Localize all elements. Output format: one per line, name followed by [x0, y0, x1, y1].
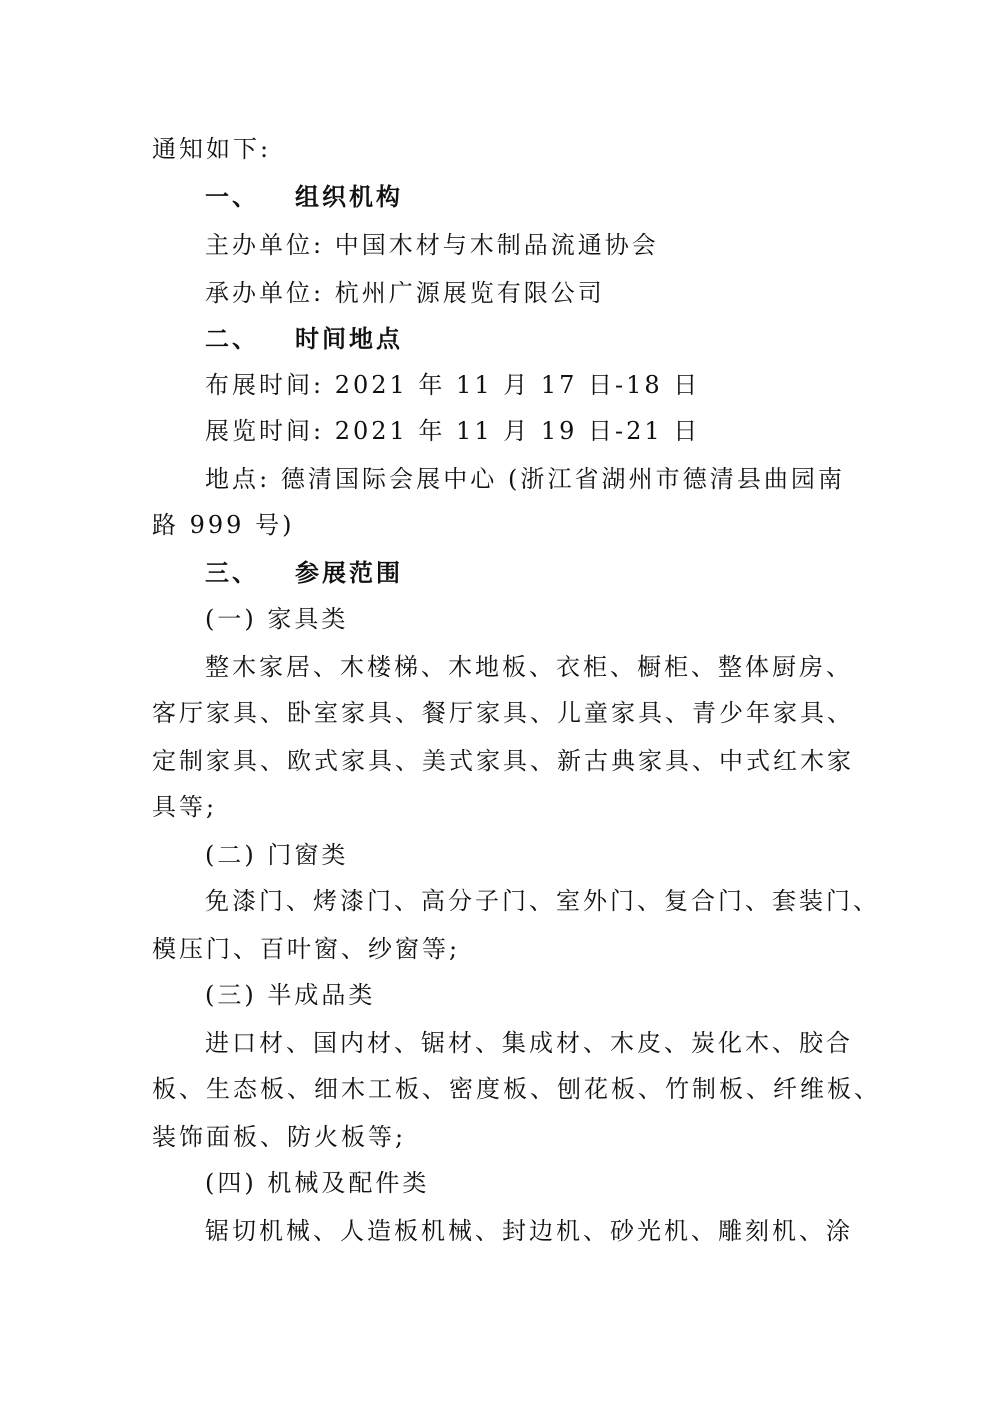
section-3-heading	[205, 556, 403, 590]
furniture-heading: (一) 家具类	[205, 605, 349, 633]
doors-line-2: 模压门、百叶窗、纱窗等;	[152, 935, 461, 963]
section-1-heading	[205, 180, 403, 214]
section-1-number: 一、	[205, 183, 259, 211]
section-3-number: 三、	[205, 559, 259, 587]
semi-line-2: 板、生态板、细木工板、密度板、刨花板、竹制板、纤维板、	[152, 1075, 881, 1103]
semi-line-3: 装饰面板、防火板等;	[152, 1123, 407, 1151]
furniture-line-1: 整木家居、木楼梯、木地板、衣柜、橱柜、整体厨房、	[205, 653, 853, 681]
furniture-line-4: 具等;	[152, 793, 218, 821]
furniture-line-3: 定制家具、欧式家具、美式家具、新古典家具、中式红木家	[152, 747, 854, 775]
organizer-unit: 承办单位: 杭州广源展览有限公司	[205, 279, 605, 307]
section-2-number: 二、	[205, 325, 259, 353]
section-3-title: 参展范围	[295, 559, 403, 587]
setup-time: 布展时间: 2021 年 11 月 17 日-18 日	[205, 371, 701, 399]
section-1-title: 组织机构	[295, 183, 403, 211]
machinery-line-1: 锯切机械、人造板机械、封边机、砂光机、雕刻机、涂	[205, 1217, 853, 1245]
furniture-line-2: 客厅家具、卧室家具、餐厅家具、儿童家具、青少年家具、	[152, 699, 854, 727]
semi-heading: (三) 半成品类	[205, 981, 376, 1009]
doors-line-1: 免漆门、烤漆门、高分子门、室外门、复合门、套装门、	[205, 887, 880, 915]
host-unit: 主办单位: 中国木材与木制品流通协会	[205, 231, 659, 259]
machinery-heading: (四) 机械及配件类	[205, 1169, 430, 1197]
venue-line-2: 路 999 号)	[152, 511, 295, 539]
doors-heading: (二) 门窗类	[205, 841, 349, 869]
section-2-title: 时间地点	[295, 325, 403, 353]
intro-text: 通知如下:	[152, 135, 272, 163]
semi-line-1: 进口材、国内材、锯材、集成材、木皮、炭化木、胶合	[205, 1029, 853, 1057]
exhibition-time: 展览时间: 2021 年 11 月 19 日-21 日	[205, 417, 701, 445]
section-2-heading	[205, 322, 403, 356]
venue-line-1: 地点: 德清国际会展中心 (浙江省湖州市德清县曲园南	[205, 465, 845, 493]
